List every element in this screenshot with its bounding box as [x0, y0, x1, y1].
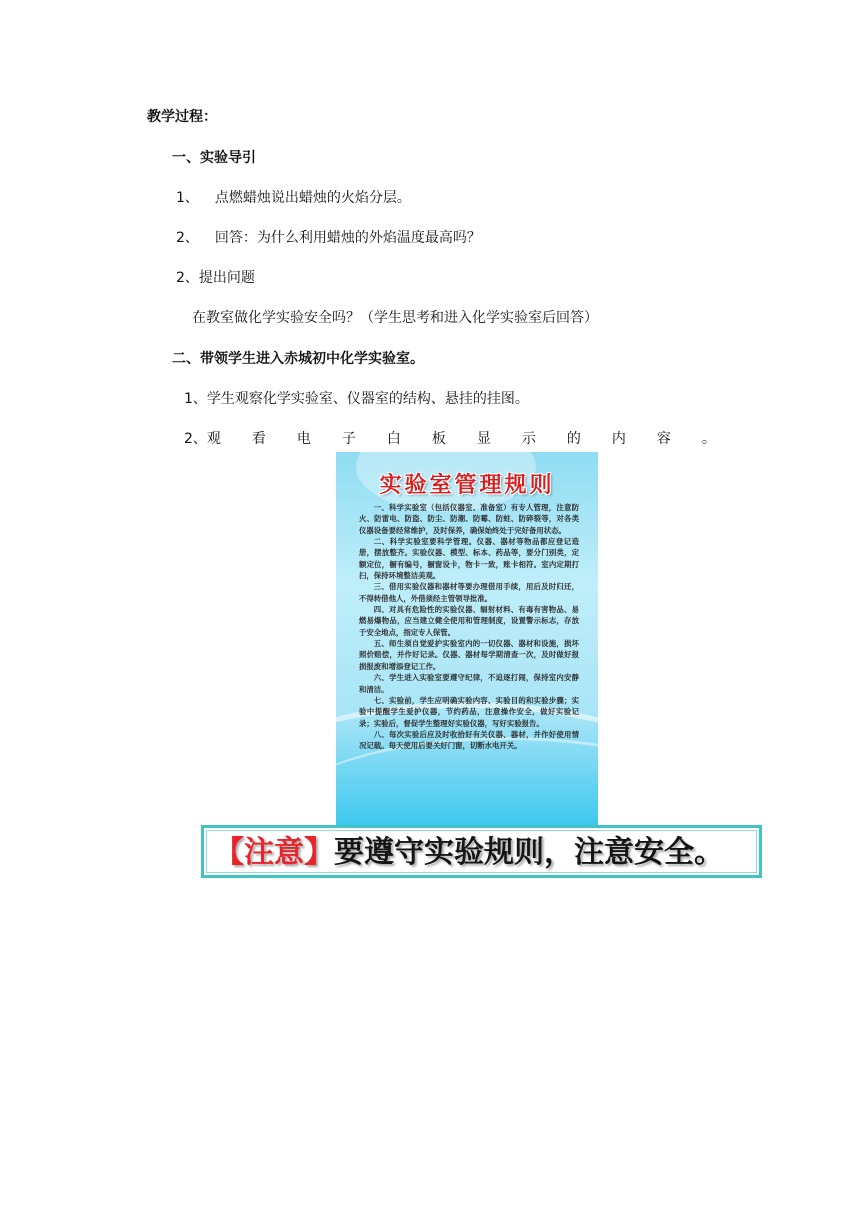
- poster-rule: 八、每次实验后应及时收拾好有关仪器、器材，并作好使用情况记载。每天使用后要关好门窗，切断水电开关。: [359, 729, 579, 751]
- notice-message: 要遵守实验规则，注意安全。: [334, 835, 724, 870]
- section2-title: 二、带领学生进入赤城初中化学实验室。: [172, 351, 424, 367]
- poster-title: 实验室管理规则: [379, 473, 555, 498]
- notice-tag: 【注意】: [214, 835, 334, 870]
- section2-item1: 1、学生观察化学实验室、仪器室的结构、悬挂的挂图。: [184, 391, 529, 407]
- heading: 教学过程：: [147, 109, 217, 125]
- poster-rule: 一、科学实验室（包括仪器室、准备室）有专人管理，注意防火、防雷电、防盗、防尘、防潮、防霉、防蛀、防碎裂等，对各类仪器设备要经常维护，及时保养，确保始终处于完好备用状态。: [359, 503, 579, 535]
- poster-rule: 三、借用实验仪器和器材等要办理借用手续，用后及时归还，不得转借他人，外借须经主管领导批准。: [359, 582, 579, 603]
- spread-char: 2、观: [184, 431, 221, 447]
- poster-body: [359, 502, 579, 752]
- spread-char: 容: [656, 431, 671, 447]
- spread-char: 。: [701, 431, 716, 447]
- poster-rule: 五、师生须自觉爱护实验室内的一切仪器、器材和设施，损坏照价赔偿，并作好记录。仪器、器材每学期清查一次，及时做好报损报废和增添登记工作。: [359, 639, 579, 671]
- spread-char: 板: [431, 431, 446, 447]
- spread-char: 的: [566, 431, 581, 447]
- section1-title: 一、实验导引: [172, 150, 256, 166]
- safety-notice-banner: [201, 825, 762, 878]
- spread-char: 白: [386, 431, 401, 447]
- section2-item2: [184, 430, 716, 448]
- lab-rules-poster: [336, 452, 598, 826]
- section1-item2-number: 2、: [176, 230, 199, 246]
- notice-text: [214, 834, 724, 872]
- section1-question: 在教室做化学实验安全吗？（学生思考和进入化学实验室后回答）: [192, 310, 598, 326]
- poster-rule: 七、实验前，学生应明确实验内容、实验目的和实验步骤；实验中提醒学生爱护仪器，节约药品，注意操作安全，做好实验记录；实验后，督促学生整理好实验仪器，写好实验报告。: [359, 695, 579, 728]
- poster-rule: 二、科学实验室要科学管理。仪器、器材等物品都应登记造册，摆放整齐。实验仪器、模型、标本、药品等，要分门别类，定额定位，橱有编号，橱窗设卡，物卡一致，账卡相符。室内定期打扫，保持环境整洁美观。: [359, 537, 579, 581]
- poster-rule: 四、对具有危险性的实验仪器、辐射材料、有毒有害物品、易燃易爆物品，应当建立健全使用和管理制度，设置警示标志，存放于安全地点，指定专人保管。: [359, 605, 579, 637]
- poster-rule: 六、学生进入实验室要遵守纪律，不追逐打闹，保持室内安静和清洁。: [359, 673, 579, 694]
- section1-item2: [176, 229, 481, 247]
- spread-char: 电: [296, 431, 311, 447]
- spread-char: 内: [611, 431, 626, 447]
- spread-char: 显: [476, 431, 491, 447]
- spread-char: 子: [341, 431, 356, 447]
- section1-item1-number: 1、: [176, 190, 199, 206]
- section1-item1-text: 点燃蜡烛说出蜡烛的火焰分层。: [214, 190, 411, 206]
- section1-item2-text: 回答：为什么利用蜡烛的外焰温度最高吗？: [214, 230, 481, 246]
- section1-item1: [176, 189, 411, 207]
- spread-char: 看: [251, 431, 266, 447]
- section1-item3: 2、提出问题: [176, 270, 255, 286]
- spread-char: 示: [521, 431, 536, 447]
